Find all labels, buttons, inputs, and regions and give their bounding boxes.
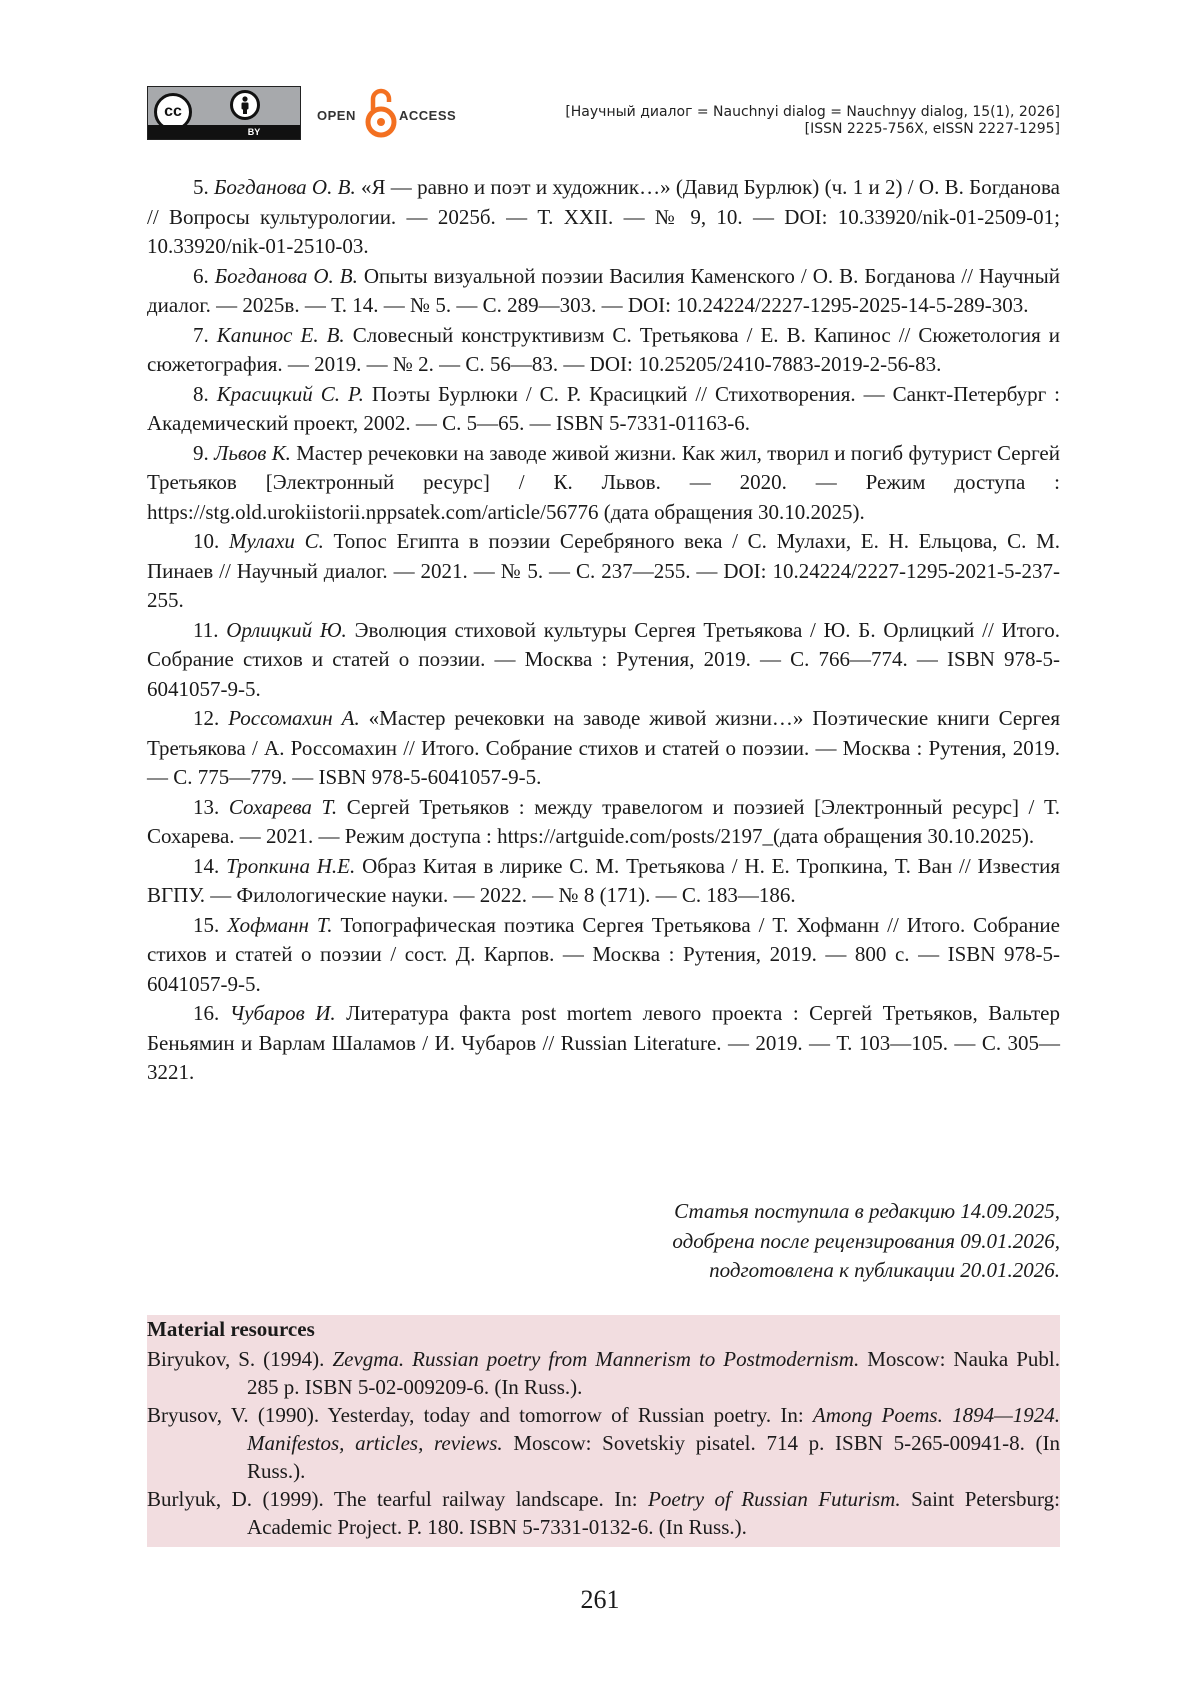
journal-title-line: [Научный диалог = Nauchnyi dialog = Nauchnyy dialog, 15(1), 2026] — [565, 104, 1060, 120]
prepared-date: подготовлена к публикации 20.01.2026. — [709, 1258, 1060, 1282]
journal-issn-line: [ISSN 2225-756X, eISSN 2227-1295] — [804, 121, 1060, 137]
material-resource-item: Burlyuk, D. (1999). The tearful railway landscape. In: Poetry of Russian Futurism. Saint Petersburg: Academic Project. P. 180. ISBN 5-7331-0132-6. (In Russ.). — [147, 1486, 1061, 1539]
by-label: BY — [148, 125, 300, 139]
reference-list — [147, 173, 1060, 1088]
article-dates — [672, 1197, 1060, 1286]
open-lock-icon — [365, 86, 397, 140]
material-resource-item: Bryusov, V. (1990). Yesterday, today and tomorrow of Russian poetry. In: Among Poems. 1894—1924. Manifestos, articles, reviews. Moscow: Sovetskiy pisatel. 714 p. ISBN 5-265-00941-8. (In Russ.). — [147, 1402, 1060, 1483]
reference-item: 9. Львов К. Мастер речековки на заводе живой жизни. Как жил, творил и погиб футурист Сергей Третьяков [Электронный ресурс] / К. Львов. — 2020. — Режим доступа : https://stg.old.urokiistorii.nppsatek.com/article/56776 (дата обращения 30.10.2025). — [147, 440, 1060, 524]
reference-item: 11. Орлицкий Ю. Эволюция стиховой культуры Сергея Третьякова / Ю. Б. Орлицкий // Итого. Собрание стихов и статей о поэзии. — Москва : Рутения, 2019. — С. 766—774. — ISBN 978-5-6041057-9-5. — [147, 617, 1060, 701]
reference-item: 13. Сохарева Т. Сергей Третьяков : между травелогом и поэзией [Электронный ресурс] / Т. Сохарева. — 2021. — Режим доступа : https://artguide.com/posts/2197_(дата обращения 30.10.2025). — [147, 794, 1060, 848]
reference-item: 5. Богданова О. В. «Я — равно и поэт и художник…» (Давид Бурлюк) (ч. 1 и 2) / О. В. Богданова // Вопросы культурологии. — 2025б. — Т. XXII. — № 9, 10. — DOI: 10.33920/nik-01-2509-01; 10.33920/nik-01-2510-03. — [147, 175, 1061, 258]
reference-item: 8. Красицкий С. Р. Поэты Бурлюки / С. Р. Красицкий // Стихотворения. — Санкт-Петербург : Академический проект, 2002. — С. 5—65. — ISBN 5-7331-01163-6. — [147, 381, 1060, 435]
reference-item: 6. Богданова О. В. Опыты визуальной поэзии Василия Каменского / О. В. Богданова // Научный диалог. — 2025в. — Т. 14. — № 5. — С. 289—303. — DOI: 10.24224/2227-1295-2025-14-5-289-303. — [147, 263, 1061, 317]
open-access-word-open: OPEN — [317, 108, 356, 123]
received-date: Статья поступила в редакцию 14.09.2025, — [674, 1199, 1060, 1223]
approved-date: одобрена после рецензирования 09.01.2026, — [672, 1228, 1060, 1253]
reference-author: Львов К. — [214, 440, 291, 465]
reference-author: Богданова О. В. — [214, 175, 356, 199]
reference-author: Богданова О. В. — [214, 263, 358, 288]
material-resource-item: Biryukov, S. (1994). Zevgma. Russian poetry from Mannerism to Postmodernism. Moscow: Nauka Publ. 285 p. ISBN 5-02-009209-6. (In Russ.). — [147, 1346, 1060, 1399]
page-number: 261 — [580, 1585, 620, 1614]
reference-item: 12. Россомахин А. «Мастер речековки на заводе живой жизни…» Поэтические книги Сергея Третьякова / А. Россомахин // Итого. Собрание стихов и статей о поэзии. — Москва : Рутения, 2019. — С. 775—779. — ISBN 978-5-6041057-9-5. — [147, 706, 1061, 789]
reference-author: Орлицкий Ю. — [226, 617, 347, 642]
reference-item: 16. Чубаров И. Литература факта post mortem левого проекта : Сергей Третьяков, Вальтер Беньямин и Варлам Шаламов / И. Чубаров // Russian Literature. — 2019. — Т. 103—105. — С. 305—3221. — [147, 1001, 1061, 1084]
creative-commons-icon: cc — [154, 93, 192, 131]
reference-author: Капинос Е. В. — [216, 322, 345, 347]
reference-author: Чубаров И. — [229, 1001, 336, 1025]
reference-item: 10. Мулахи С. Топос Египта в поэзии Серебряного века / С. Мулахи, Е. Н. Ельцова, С. М. Пинаев // Научный диалог. — 2021. — № 5. — С. 237—255. — DOI: 10.24224/2227-1295-2021-5-237-255. — [147, 529, 1060, 612]
cc-by-license-badge[interactable] — [147, 86, 301, 140]
material-resources-section — [147, 1315, 1060, 1547]
reference-author: Тропкина Н.Е. — [226, 853, 356, 878]
reference-item: 7. Капинос Е. В. Словесный конструктивизм С. Третьякова / Е. В. Капинос // Сюжетология и сюжетография. — 2019. — № 2. — С. 56—83. — DOI: 10.25205/2410-7883-2019-2-56-83. — [147, 322, 1061, 376]
open-access-logo[interactable] — [317, 86, 467, 140]
reference-author: Сохарева Т. — [228, 794, 338, 819]
attribution-person-icon — [230, 90, 260, 120]
reference-author: Хофманн Т. — [227, 912, 333, 937]
reference-author: Россомахин А. — [228, 706, 360, 730]
reference-item: 14. Тропкина Н.Е. Образ Китая в лирике С. М. Третьякова / Н. Е. Тропкина, Т. Ван // Известия ВГПУ. — Филологические науки. — 2022. — № 8 (171). — С. 183—186. — [147, 853, 1060, 907]
open-access-word-access: ACCESS — [399, 108, 457, 123]
journal-citation — [565, 104, 1060, 138]
page-header — [147, 86, 1060, 146]
reference-author: Мулахи С. — [228, 529, 324, 553]
reference-item: 15. Хофманн Т. Топографическая поэтика Сергея Третьякова / Т. Хофманн // Итого. Собрание стихов и статей о поэзии / сост. Д. Карпов. — Москва : Рутения, 2019. — 800 с. — ISBN 978-5-6041057-9-5. — [147, 912, 1060, 996]
reference-author: Красицкий С. Р. — [216, 381, 364, 406]
material-resources-heading: Material resources — [147, 1317, 315, 1341]
